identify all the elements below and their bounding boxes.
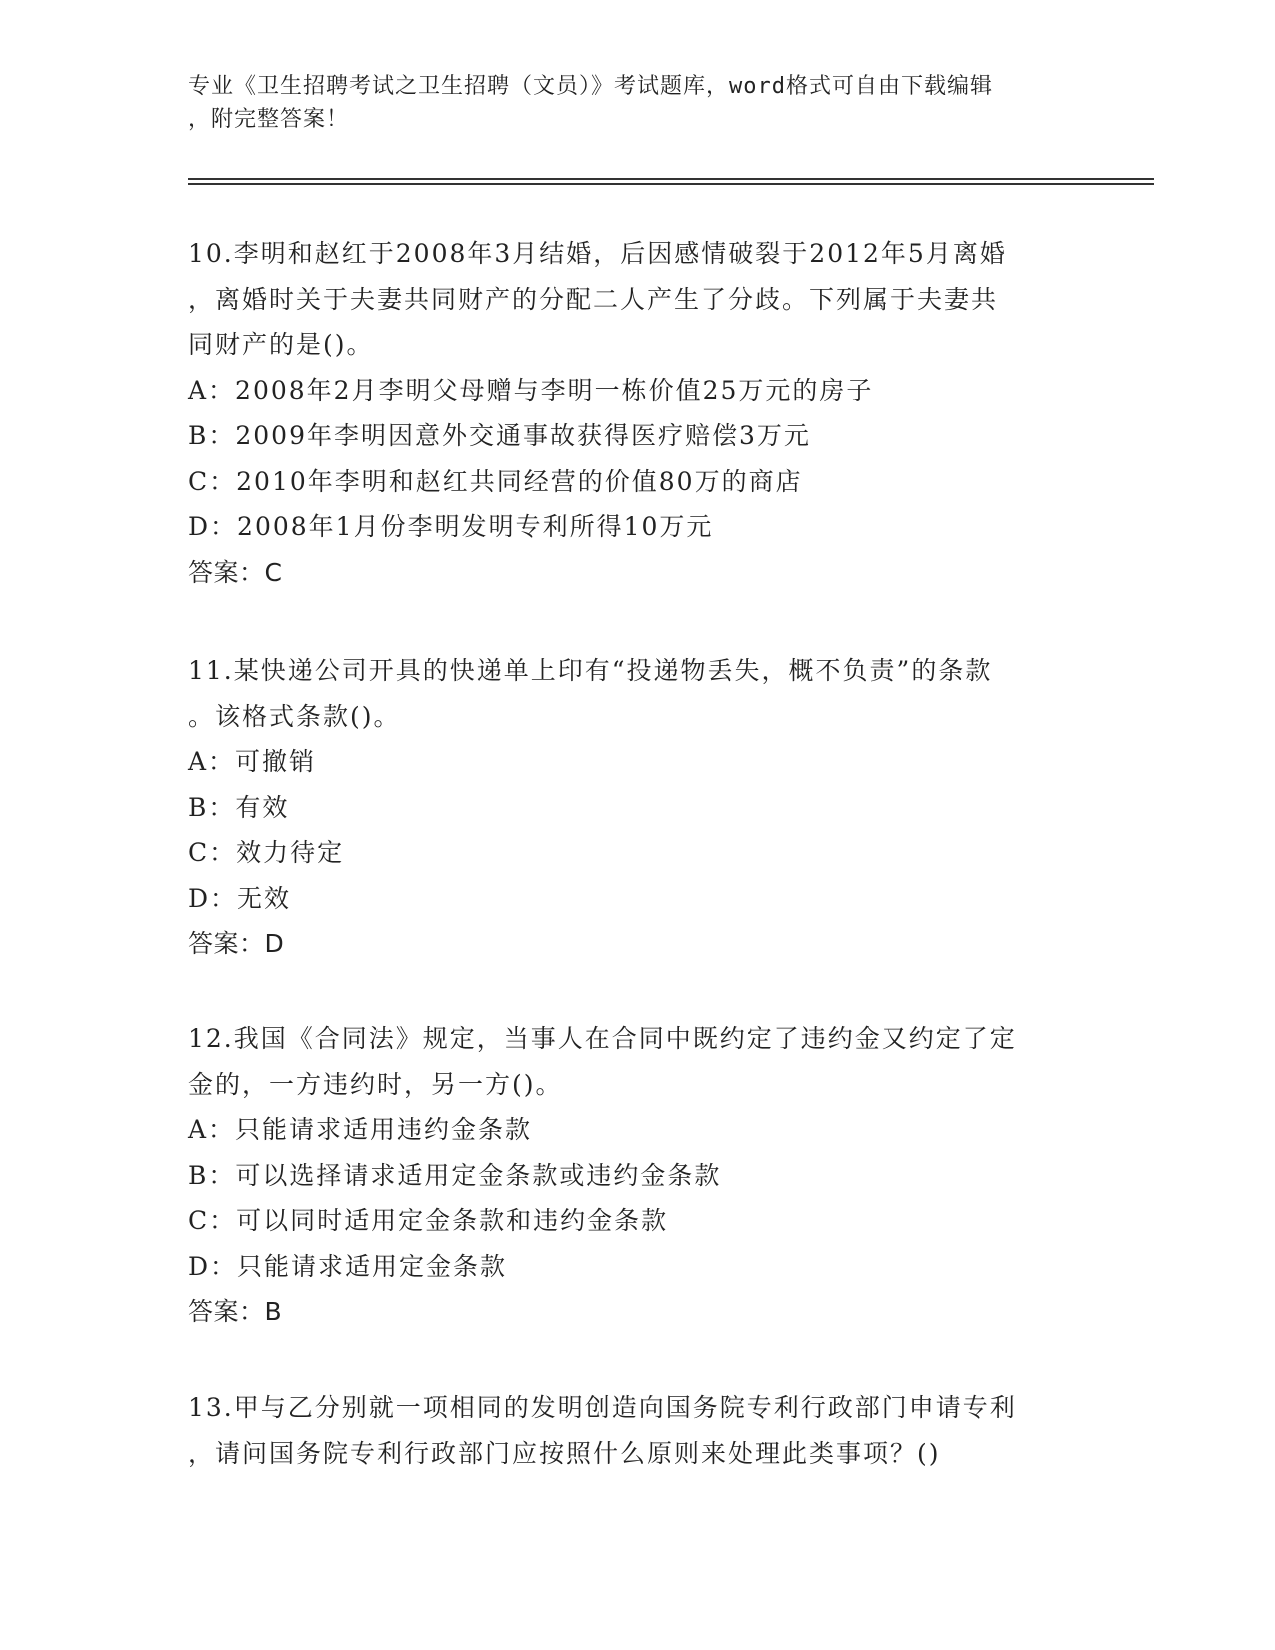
header-line-2: ，附完整答案！ xyxy=(188,107,350,132)
answer-label: 答案：C xyxy=(188,557,283,587)
option-d: D：只能请求适用定金条款 xyxy=(188,1251,508,1281)
question-13 xyxy=(188,1385,1108,1476)
header-line-1: 专业《卫生招聘考试之卫生招聘（文员）》考试题库，word格式可自由下载编辑 xyxy=(188,74,993,99)
question-stem-line: ，请问国务院专利行政部门应按照什么原则来处理此类事项？() xyxy=(188,1438,941,1468)
answer-label: 答案：D xyxy=(188,929,285,958)
question-stem-line: 同财产的是()。 xyxy=(188,330,374,359)
option-d: D：2008年1月份李明发明专利所得10万元 xyxy=(188,512,714,541)
answer-label: 答案：B xyxy=(188,1297,283,1326)
question-stem-line: 13.甲与乙分别就一项相同的发明创造向国务院专利行政部门申请专利 xyxy=(188,1393,1017,1422)
question-stem-line: ，离婚时关于夫妻共同财产的分配二人产生了分歧。下列属于夫妻共 xyxy=(188,284,999,314)
question-stem-line: 11.某快递公司开具的快递单上印有“投递物丢失，概不负责”的条款 xyxy=(188,656,993,685)
option-d: D：无效 xyxy=(188,883,292,913)
option-c: C：效力待定 xyxy=(188,838,345,867)
option-c: C：2010年李明和赵红共同经营的价值80万的商店 xyxy=(188,466,803,496)
question-10 xyxy=(188,231,1108,595)
option-a: A：2008年2月李明父母赠与李明一栋价值25万元的房子 xyxy=(188,375,874,405)
option-a: A：只能请求适用违约金条款 xyxy=(188,1115,533,1144)
question-11 xyxy=(188,648,1108,967)
header-rule-top xyxy=(188,178,1154,180)
question-stem-line: 10.李明和赵红于2008年3月结婚，后因感情破裂于2012年5月离婚 xyxy=(188,239,1007,268)
question-stem-line: 。该格式条款()。 xyxy=(188,701,401,731)
option-b: B：2009年李明因意外交通事故获得医疗赔偿3万元 xyxy=(188,421,811,450)
document-header xyxy=(188,70,1088,136)
question-stem-line: 12.我国《合同法》规定，当事人在合同中既约定了违约金又约定了定 xyxy=(188,1024,1017,1053)
option-b: B：可以选择请求适用定金条款或违约金条款 xyxy=(188,1160,722,1190)
option-b: B：有效 xyxy=(188,792,290,822)
option-a: A：可撤销 xyxy=(188,747,317,776)
question-12 xyxy=(188,1016,1108,1335)
question-stem-line: 金的，一方违约时，另一方()。 xyxy=(188,1069,563,1099)
option-c: C：可以同时适用定金条款和违约金条款 xyxy=(188,1206,669,1235)
header-rule-bottom xyxy=(188,183,1154,185)
